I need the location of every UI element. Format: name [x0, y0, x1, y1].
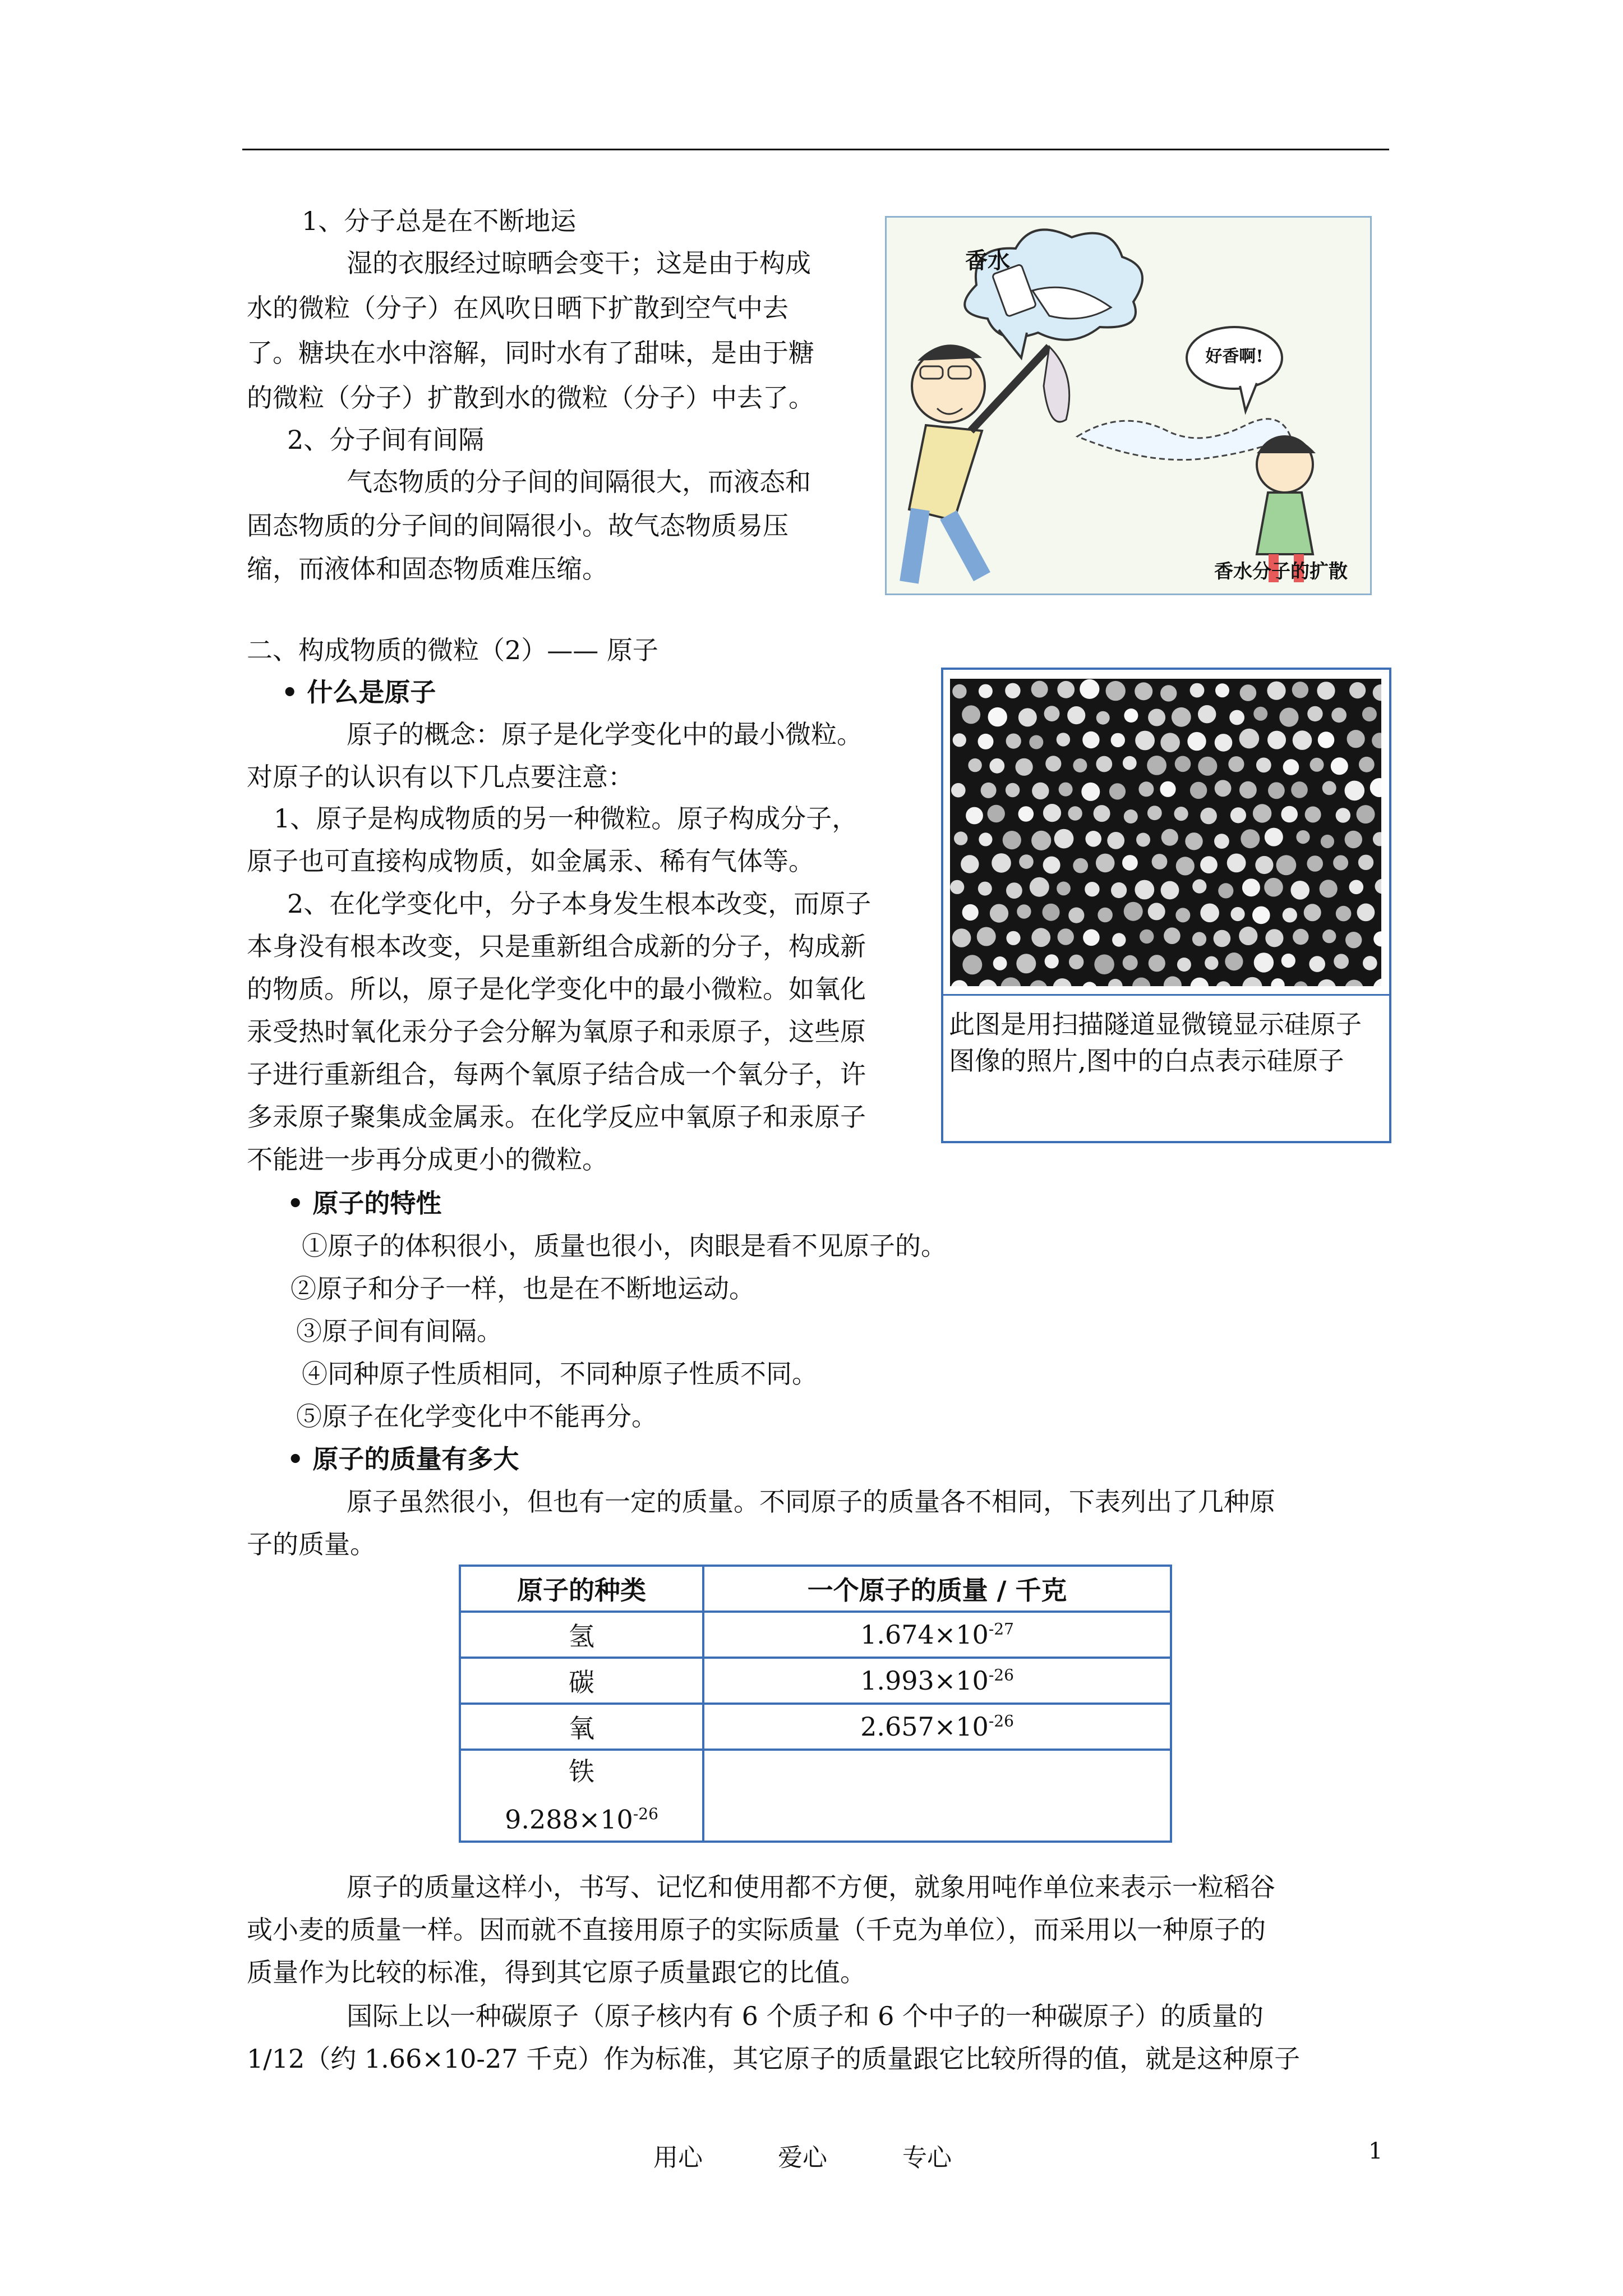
atom-dot: [1293, 730, 1312, 750]
atom-dot: [989, 758, 1004, 774]
atom-dot: [1016, 954, 1036, 973]
atom-dot: [1005, 683, 1020, 698]
atom-dot: [1136, 833, 1150, 847]
atom-dot: [953, 733, 966, 747]
atom-dot: [1265, 929, 1283, 947]
paragraph-line: 不能进一步再分成更小的微粒。: [247, 1144, 608, 1175]
atom-dot: [1124, 809, 1138, 823]
atom-dot: [1016, 758, 1033, 776]
table-row: [460, 1612, 1171, 1658]
atom-dot: [1098, 908, 1113, 923]
atom-dot: [981, 783, 997, 798]
atom-dot: [1362, 707, 1377, 721]
footer-item: 爱心: [778, 2143, 827, 2172]
atom-dot: [1363, 956, 1377, 970]
atom-dot: [1018, 806, 1034, 822]
atom-dot: [1268, 782, 1285, 799]
atom-dot: [1043, 904, 1060, 921]
paragraph-line: 子的质量。: [247, 1529, 376, 1559]
property-item: ⑤原子在化学变化中不能再分。: [296, 1401, 657, 1432]
paragraph-line: 或小麦的质量一样。因而就不直接用原子的实际质量（千克为单位），而采用以一种原子的: [247, 1915, 1266, 1945]
atom-dot: [1017, 904, 1031, 918]
atom-dot: [1148, 903, 1165, 920]
figure-divider: [943, 994, 1389, 996]
paragraph-line: 原子虽然很小，但也有一定的质量。不同原子的质量各不相同，下表列出了几种原: [347, 1487, 1275, 1517]
atom-dot: [1073, 758, 1087, 772]
atom-dot: [1123, 955, 1138, 970]
atom-dot: [1149, 955, 1165, 972]
paragraph-line: 2、在化学变化中，分子本身发生根本改变，而原子: [287, 889, 872, 919]
mass-exponent: -26: [988, 1665, 1014, 1685]
atom-dot: [1109, 783, 1126, 799]
atom-dot: [1122, 855, 1138, 871]
atom-dot: [1073, 858, 1088, 873]
atom-dot: [952, 684, 966, 698]
atom-dot: [1320, 880, 1338, 898]
atom-dot: [1333, 855, 1348, 871]
atom-dot: [1069, 955, 1083, 969]
table-cell: 氧: [460, 1704, 703, 1750]
atom-dot: [1192, 932, 1206, 946]
atom-dot: [1057, 733, 1070, 746]
atom-dot: [1096, 711, 1110, 725]
atom-dot: [1283, 908, 1297, 922]
atom-dot: [1068, 908, 1084, 923]
atom-dot: [1291, 781, 1308, 798]
atom-dot: [1045, 756, 1061, 771]
atom-dot: [1307, 706, 1322, 721]
atom-dot: [1321, 835, 1334, 848]
atom-dot: [978, 734, 994, 749]
atom-dot: [1067, 706, 1085, 724]
atom-dot: [1044, 706, 1060, 721]
paragraph-line: 原子的概念：原子是化学变化中的最小微粒。: [347, 719, 863, 749]
atom-dot: [1006, 882, 1022, 899]
atom-dot: [1200, 808, 1217, 825]
header-rule: [242, 149, 1389, 150]
table-cell: [703, 1612, 1171, 1658]
atom-dot: [1160, 733, 1180, 752]
atom-dot: [1177, 958, 1191, 972]
atom-dot: [1019, 854, 1034, 869]
atom-dot: [1054, 829, 1074, 849]
atom-dot: [1239, 927, 1257, 945]
mass-value: 9.288×10: [505, 1804, 633, 1835]
atom-dot: [1305, 807, 1321, 823]
atom-dot: [1085, 831, 1101, 847]
mass-value: 1.993×10: [860, 1665, 989, 1696]
footer-item: 专心: [902, 2143, 952, 2172]
atom-dot: [1254, 953, 1274, 972]
atom-dot: [1225, 953, 1243, 970]
atom-dot: [1147, 756, 1166, 775]
table-row: [460, 1658, 1171, 1704]
atom-dot: [1230, 907, 1244, 921]
atom-name: 铁: [569, 1756, 594, 1787]
page-number: 1: [1368, 2138, 1383, 2164]
atom-dot: [1031, 831, 1051, 850]
atom-dot: [1292, 682, 1308, 698]
atom-dot: [1106, 681, 1126, 701]
atom-dot: [1111, 733, 1125, 747]
atom-dot: [1031, 681, 1048, 698]
atom-dot: [1123, 756, 1137, 770]
paragraph-line: 子进行重新组合，每两个氧原子结合成一个氧分子，许: [247, 1059, 866, 1089]
atom-dot: [1164, 927, 1181, 944]
bullet-what-is-atom: • 什么是原子: [282, 677, 436, 707]
atom-dot: [1161, 829, 1178, 846]
atom-dot: [1187, 732, 1206, 751]
atom-dot: [1190, 683, 1205, 698]
atom-dot: [1058, 928, 1074, 945]
atom-dot: [1198, 705, 1216, 723]
property-item: ④同种原子性质相同，不同种原子性质不同。: [302, 1359, 818, 1389]
atom-dot: [1214, 930, 1231, 947]
paragraph-line: 本身没有根本改变，只是重新组合成新的分子，构成新: [247, 931, 866, 961]
atom-dot: [1096, 854, 1115, 873]
paragraph-line: 水的微粒（分子）在风吹日晒下扩散到空气中去: [247, 293, 789, 323]
paragraph-line: 质量作为比较的标准，得到其它原子质量跟它的比值。: [247, 1957, 866, 1987]
atom-dot: [1214, 834, 1229, 849]
atom-dot: [1304, 904, 1321, 921]
atom-dot: [1175, 756, 1191, 772]
atom-dot: [988, 707, 1007, 726]
atom-dot: [1318, 731, 1335, 748]
table-row: [460, 1750, 1171, 1842]
atom-dot: [951, 783, 966, 798]
atom-dot: [1175, 908, 1190, 922]
atom-dot: [1200, 904, 1219, 923]
atom-dot: [950, 880, 964, 894]
paragraph-line: 1/12（约 1.66×10-27 千克）作为标准，其它原子的质量跟它比较所得的值，就是这种原子: [247, 2044, 1301, 2074]
atom-dot: [1057, 681, 1075, 698]
atom-dot: [1357, 904, 1375, 922]
atom-dot: [1276, 855, 1297, 875]
table-row: [460, 1704, 1171, 1750]
atom-dot: [988, 805, 1005, 822]
atom-dot: [1215, 734, 1233, 752]
atom-dot: [1307, 855, 1323, 872]
atom-dot: [1281, 954, 1295, 968]
atom-dot: [1085, 882, 1099, 896]
atom-dot: [1336, 808, 1350, 822]
atom-dot: [1230, 807, 1246, 823]
table-header: 一个原子的质量 / 千克: [703, 1566, 1171, 1612]
atom-dot: [1032, 783, 1049, 799]
atom-dot: [1107, 832, 1124, 849]
atom-dot: [1135, 682, 1152, 700]
atom-dot: [1252, 907, 1270, 924]
atom-dot: [952, 928, 971, 947]
atom-dot: [1172, 707, 1191, 727]
table-cell-empty: [703, 1750, 1171, 1842]
atom-dot: [1031, 928, 1050, 947]
atom-dot: [1030, 877, 1049, 897]
atom-dot: [1317, 682, 1335, 700]
atom-dot: [1253, 804, 1271, 822]
mass-value: 1.674×10: [860, 1619, 989, 1650]
atom-dot: [1094, 954, 1114, 974]
atom-dot: [1006, 734, 1021, 749]
table-header: 原子的种类: [460, 1566, 703, 1612]
paragraph-line: 固态物质的分子间的间隔很小。故气态物质易压: [247, 510, 789, 541]
bullet-atom-mass: • 原子的质量有多大: [287, 1444, 519, 1474]
heading-molecule-motion: 1、分子总是在不断地运: [302, 206, 577, 236]
atom-dot: [1068, 806, 1082, 820]
paragraph-line: 原子的质量这样小，书写、记忆和使用都不方便，就象用吨作单位来表示一粒稻谷: [347, 1872, 1275, 1902]
atom-dot: [1176, 857, 1195, 875]
table-cell: 氢: [460, 1612, 703, 1658]
atom-dot: [990, 904, 1008, 923]
paragraph-line: 湿的衣服经过晾晒会变干；这是由于构成: [347, 248, 811, 278]
atom-dot: [1239, 729, 1260, 749]
paragraph-line: 原子也可直接构成物质，如金属汞、稀有气体等。: [247, 846, 814, 876]
atom-dot: [1006, 931, 1020, 945]
bullet-atom-properties: • 原子的特性: [287, 1188, 442, 1218]
atom-dot: [1147, 806, 1162, 820]
atom-dot: [1006, 783, 1020, 797]
atom-dot: [962, 705, 980, 724]
atom-dot: [1345, 932, 1362, 948]
atom-dot: [1241, 829, 1260, 848]
atom-mass-table: [459, 1565, 1172, 1843]
stm-silicon-photo: [950, 679, 1381, 986]
heading-molecule-gap: 2、分子间有间隔: [287, 425, 485, 455]
paragraph-line: 的微粒（分子）扩散到水的微粒（分子）中去了。: [247, 383, 814, 413]
perfume-diffusion-illustration: [885, 216, 1372, 595]
mass-exponent: -26: [633, 1805, 658, 1823]
bubble-smell-label: 好香啊!: [1205, 347, 1264, 366]
illustration-caption: 香水分子的扩散: [1214, 560, 1348, 583]
paragraph-line: 的物质。所以，原子是化学变化中的最小微粒。如氧化: [247, 974, 866, 1004]
atom-dot: [1345, 781, 1365, 801]
mass-value: 2.657×10: [860, 1711, 989, 1742]
mass-exponent: -26: [988, 1711, 1014, 1731]
atom-dot: [1124, 708, 1138, 723]
atom-dot: [1331, 707, 1347, 723]
stm-figure: [941, 668, 1391, 1143]
atom-dot: [1112, 933, 1126, 946]
atom-dot: [1218, 883, 1233, 898]
property-item: ③原子间有间隔。: [296, 1316, 502, 1346]
atom-dot: [1094, 805, 1110, 822]
atom-dot: [1082, 731, 1099, 748]
paragraph-line: 了。糖块在水中溶解，同时水有了甜味，是由于糖: [247, 338, 814, 368]
atom-dot: [1200, 856, 1218, 873]
atom-dot: [1290, 881, 1310, 900]
atom-dot: [978, 882, 992, 896]
atom-dot: [1057, 882, 1071, 896]
atom-dot: [1349, 880, 1364, 895]
atom-dot: [1293, 929, 1308, 945]
atom-dot: [1083, 930, 1100, 946]
atom-dot: [1345, 831, 1362, 848]
atom-dot: [1256, 758, 1271, 773]
paragraph-line: 缩，而液体和固态物质难压缩。: [247, 554, 608, 584]
atom-dot: [1215, 683, 1229, 697]
atom-dot: [1135, 880, 1154, 900]
atom-dot: [977, 927, 996, 946]
atom-dot: [961, 855, 979, 873]
atom-dot: [1228, 756, 1244, 772]
atom-dot: [1043, 857, 1061, 874]
table-cell: [703, 1658, 1171, 1704]
atom-dot: [968, 758, 981, 772]
paragraph-line: 国际上以一种碳原子（原子核内有 6 个质子和 6 个中子的一种碳原子）的质量的: [347, 2001, 1264, 2031]
atom-dot: [1310, 758, 1324, 772]
atom-dot: [1059, 783, 1073, 797]
atom-dot: [1081, 783, 1100, 801]
atom-dot: [1336, 906, 1352, 922]
atom-dot: [1358, 855, 1373, 870]
atom-dot: [962, 904, 979, 921]
atom-dot: [1198, 757, 1217, 776]
atom-dot: [1255, 856, 1273, 874]
atom-dot: [1240, 684, 1257, 701]
table-cell: [460, 1750, 703, 1842]
atom-dot: [1185, 832, 1202, 850]
atom-dot: [1152, 854, 1168, 869]
atom-dot: [1229, 710, 1244, 725]
atom-dot: [962, 955, 982, 974]
atom-dot: [1043, 804, 1061, 822]
atom-dot: [1227, 854, 1246, 873]
atom-dot: [1045, 954, 1059, 968]
atom-dot: [992, 853, 1011, 873]
atom-dot: [1265, 828, 1283, 846]
paragraph-line: 对原子的认识有以下几点要注意：: [247, 762, 634, 792]
atom-dot: [1264, 878, 1283, 897]
property-item: ①原子的体积很小，质量也很小，肉眼是看不见原子的。: [302, 1231, 947, 1261]
atom-dot: [1357, 805, 1375, 823]
atom-dot: [1279, 708, 1298, 727]
property-item: ②原子和分子一样，也是在不断地运动。: [291, 1273, 755, 1304]
paragraph-line: 1、原子是构成物质的另一种微粒。原子构成分子，: [274, 803, 858, 834]
atom-dot: [1322, 930, 1336, 943]
atom-dot: [1148, 709, 1165, 726]
atom-dot: [954, 831, 967, 845]
atom-dot: [1347, 730, 1365, 748]
atom-dot: [1239, 781, 1257, 799]
atom-dot: [1267, 682, 1285, 700]
atom-dot: [1253, 707, 1267, 721]
footer-item: 用心: [653, 2143, 703, 2172]
table-cell: [703, 1704, 1171, 1750]
atom-dot: [1215, 780, 1232, 797]
atom-dot: [1334, 954, 1349, 969]
atom-dot: [1111, 882, 1127, 898]
atom-dot: [1359, 757, 1375, 772]
atom-dot: [1080, 679, 1099, 699]
paragraph-line: 多汞原子聚集成金属汞。在化学反应中氧原子和汞原子: [247, 1102, 866, 1132]
atom-dot: [1283, 759, 1299, 775]
mass-exponent: -27: [988, 1619, 1014, 1639]
atom-dot: [1174, 807, 1188, 821]
stm-caption: 此图是用扫描隧道显微镜显示硅原子图像的照片,图中的白点表示硅原子: [949, 1009, 1362, 1076]
atom-dot: [1029, 735, 1043, 749]
atom-dot: [1205, 956, 1218, 970]
atom-dot: [1003, 831, 1021, 849]
paragraph-line: 气态物质的分子间的间隔很大，而液态和: [347, 467, 811, 497]
footer-motto: [653, 2137, 1019, 2173]
atom-dot: [1296, 830, 1310, 844]
atom-dot: [1160, 685, 1177, 701]
bubble-perfume-label: 香水: [965, 247, 1010, 274]
atom-dot: [979, 684, 993, 698]
section-title: 二、构成物质的微粒（2）—— 原子: [247, 635, 658, 665]
atom-dot: [1331, 757, 1348, 775]
atom-dot: [1322, 781, 1336, 795]
paragraph-line: 汞受热时氧化汞分子会分解为氧原子和汞原子，这些原: [247, 1016, 866, 1047]
atom-dot: [1140, 930, 1154, 944]
atom-dot: [1281, 806, 1298, 823]
atom-dot: [1135, 731, 1155, 751]
atom-dot: [1190, 782, 1207, 799]
atom-dot: [1160, 781, 1175, 797]
atom-dot: [1192, 879, 1206, 893]
atom-dot: [1124, 902, 1143, 921]
atom-dot: [1309, 956, 1325, 972]
atom-dot: [1096, 756, 1112, 772]
atom-dot: [979, 832, 992, 846]
atom-dot: [1242, 878, 1260, 896]
atom-dot: [1349, 682, 1366, 698]
atom-dot: [966, 807, 983, 825]
atom-dot: [993, 956, 1007, 970]
table-cell: 碳: [460, 1658, 703, 1704]
atom-dot: [1161, 881, 1179, 900]
atom-dot: [1267, 731, 1286, 749]
atom-dot: [1138, 781, 1154, 797]
atom-dot: [1018, 708, 1037, 726]
